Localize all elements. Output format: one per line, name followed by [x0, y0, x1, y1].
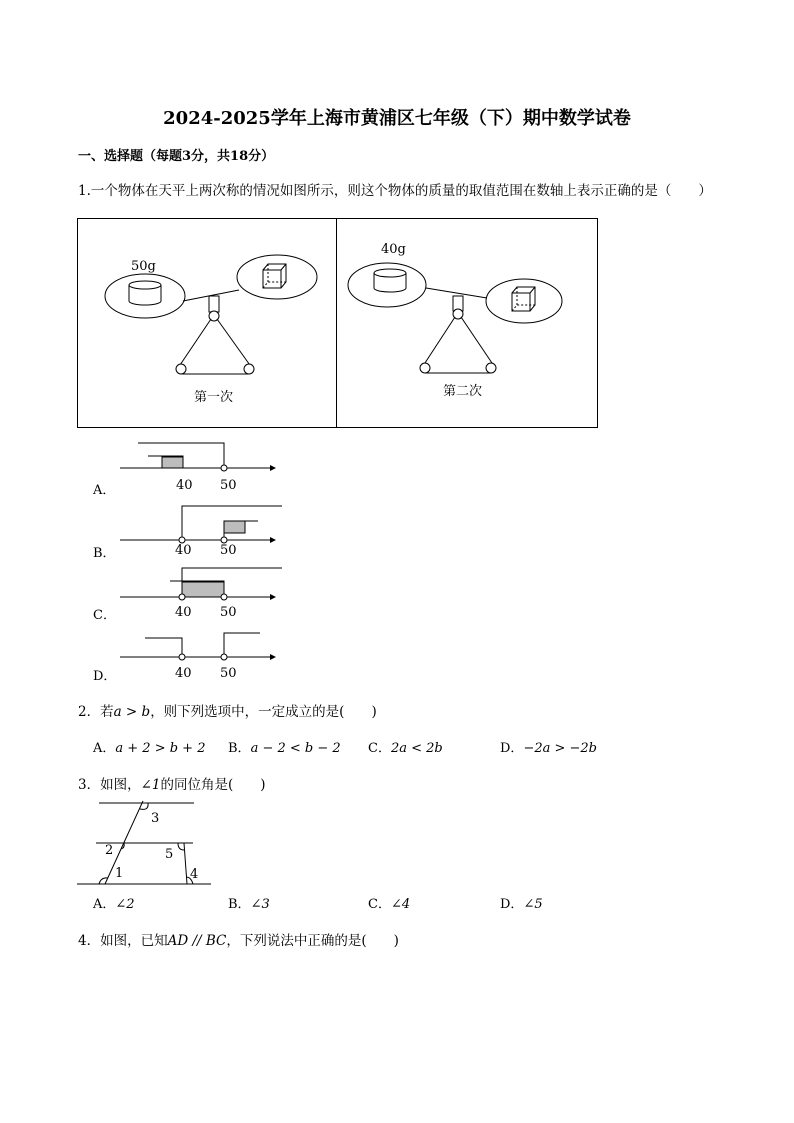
option-label: B． [228, 897, 251, 912]
angle-label-4: 4 [190, 867, 199, 882]
option-label: A． [93, 741, 116, 756]
q3-suffix: 的同位角是( ) [160, 777, 266, 793]
tick-40: 40 [175, 605, 192, 620]
q2-condition: a > b [113, 704, 151, 720]
caption-first: 第一次 [194, 390, 234, 405]
q1-option-b-numberline[interactable] [110, 500, 290, 558]
tick-50: 50 [220, 543, 237, 558]
q3-angle: ∠1 [140, 777, 161, 793]
q3-option-c[interactable] [368, 893, 410, 912]
page-title: 2024-2025学年上海市黄浦区七年级（下）期中数学试卷 [163, 108, 631, 129]
option-expr: a − 2 < b − 2 [250, 741, 341, 756]
tick-50: 50 [220, 478, 237, 493]
question-4-text [78, 929, 399, 949]
q2-option-b[interactable] [228, 737, 341, 756]
option-expr: a + 2 > b + 2 [115, 741, 206, 756]
tick-40: 40 [176, 478, 193, 493]
q1-option-c-label[interactable]: C． [93, 608, 116, 623]
q2-option-a[interactable] [93, 737, 205, 756]
angles-figure [76, 797, 216, 889]
q1-option-d-label[interactable]: D． [93, 669, 117, 684]
question-2-text [78, 700, 377, 720]
option-label: D． [500, 741, 524, 756]
option-expr: ∠4 [390, 897, 411, 912]
option-label: D． [500, 897, 524, 912]
tick-40: 40 [175, 666, 192, 681]
tick-50: 50 [220, 666, 237, 681]
q1-option-d-numberline[interactable] [110, 627, 290, 683]
q4-prefix: 4．如图，已知 [78, 933, 168, 949]
q2-option-c[interactable] [368, 737, 443, 756]
option-label: C． [368, 897, 391, 912]
q1-option-c-numberline[interactable] [110, 563, 290, 621]
q2-option-d[interactable] [500, 737, 597, 756]
q3-option-a[interactable] [93, 893, 135, 912]
question-1-text: 1.一个物体在天平上两次称的情况如图所示，则这个物体的质量的取值范围在数轴上表示正确的是（ ） [78, 183, 712, 199]
q2-suffix: ，则下列选项中，一定成立的是( ) [150, 704, 377, 720]
option-expr: ∠5 [523, 897, 543, 912]
q4-condition: AD // BC [167, 933, 227, 949]
q1-option-a-label[interactable]: A． [93, 483, 116, 498]
q1-option-b-label[interactable]: B． [93, 546, 116, 561]
option-expr: ∠3 [250, 897, 270, 912]
tick-50: 50 [220, 605, 237, 620]
weight-label-first: 50g [131, 259, 156, 274]
angle-label-2: 2 [105, 843, 114, 858]
angle-label-5: 5 [165, 847, 174, 862]
q1-option-a-numberline[interactable] [110, 438, 290, 494]
option-label: B． [228, 741, 251, 756]
section-heading: 一、选择题（每题3分，共18分） [78, 149, 275, 164]
q3-option-d[interactable] [500, 893, 543, 912]
q3-prefix: 3．如图， [78, 777, 141, 793]
tick-40: 40 [175, 543, 192, 558]
weight-label-second: 40g [381, 242, 406, 257]
option-label: C． [368, 741, 391, 756]
option-expr: 2a < 2b [390, 741, 443, 756]
q2-prefix: 2．若 [78, 704, 114, 720]
option-expr: ∠2 [115, 897, 135, 912]
balance-second [348, 263, 562, 373]
caption-second: 第二次 [443, 384, 483, 399]
q4-suffix: ，下列说法中正确的是( ) [226, 933, 399, 949]
q3-option-b[interactable] [228, 893, 270, 912]
option-expr: −2a > −2b [523, 741, 597, 756]
angle-label-1: 1 [115, 866, 124, 881]
question-3-text [78, 773, 266, 793]
option-label: A． [93, 897, 116, 912]
angle-label-3: 3 [151, 811, 160, 826]
balance-figure [77, 218, 599, 429]
